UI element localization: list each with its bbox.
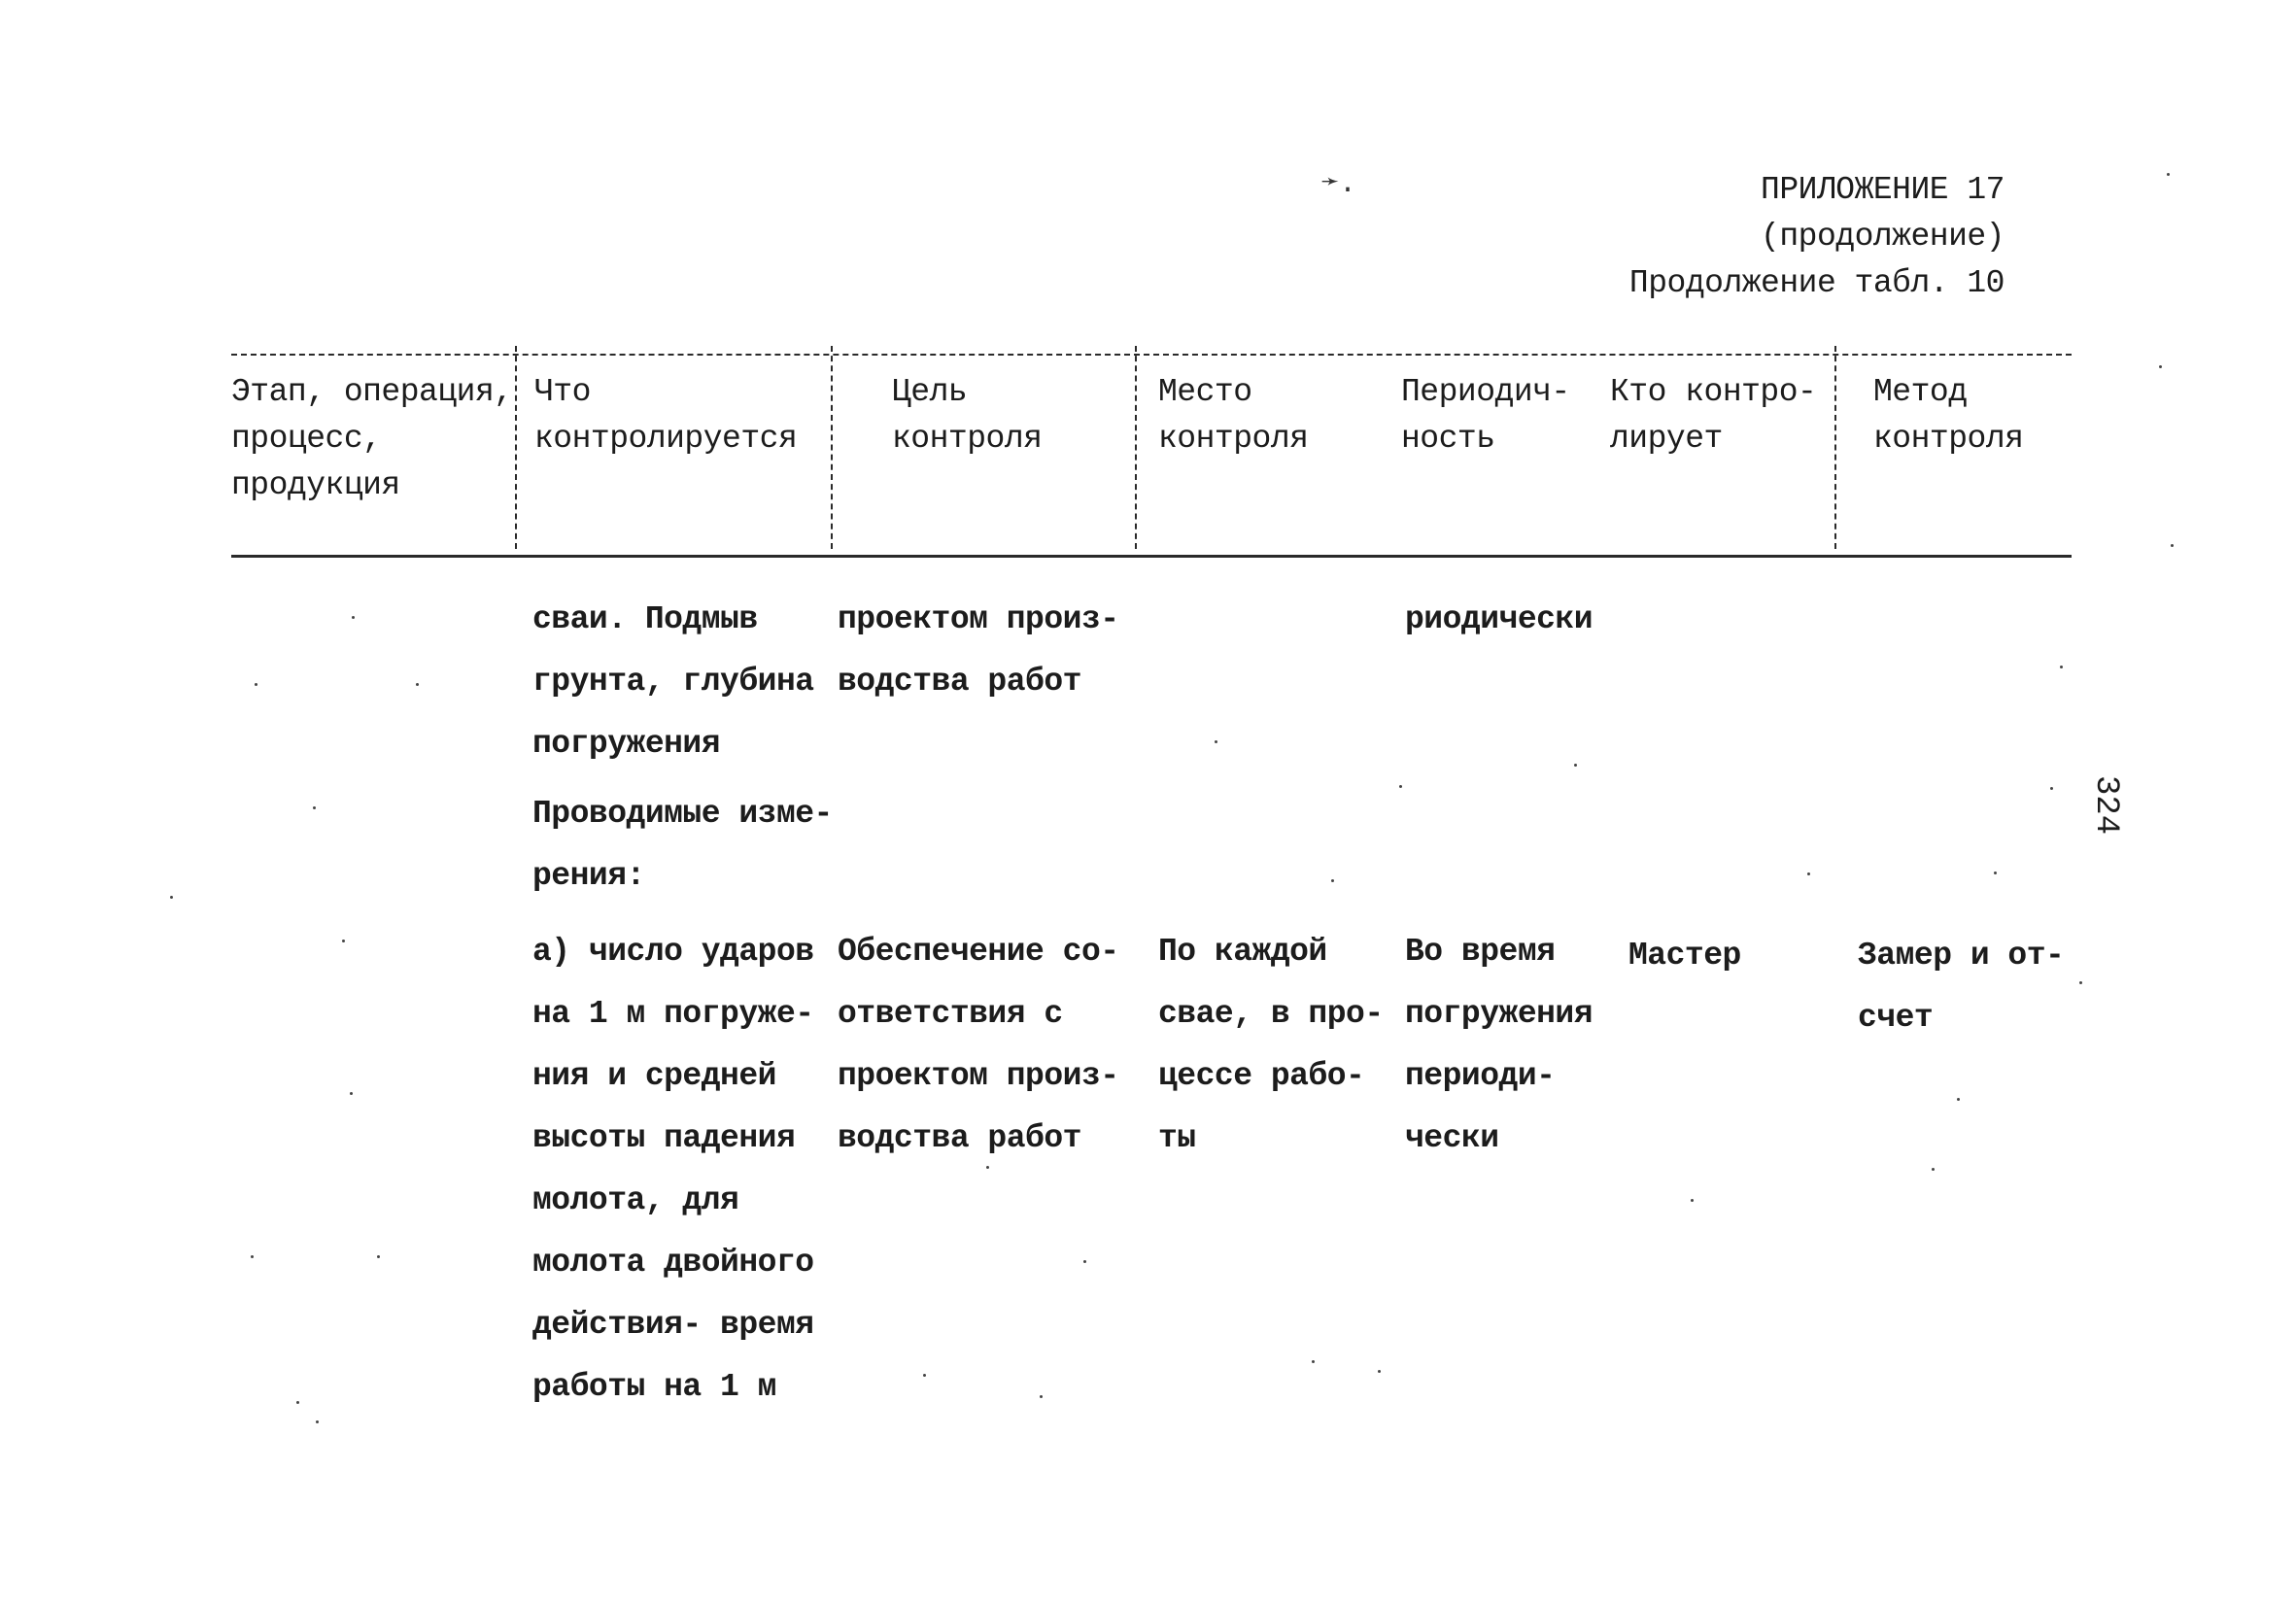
column-header-goal: Цель контроля xyxy=(892,374,1043,457)
scan-speck xyxy=(923,1374,926,1377)
scan-speck xyxy=(350,1092,353,1095)
column-header-stage: Этап, операция, процесс, продукция xyxy=(231,374,513,503)
cell-what: сваи. Подмыв грунта, глубина погружения xyxy=(532,601,814,762)
scan-speck xyxy=(1932,1168,1935,1171)
scan-speck xyxy=(352,616,355,619)
table-top-rule xyxy=(231,354,2072,356)
scan-speck xyxy=(2050,787,2053,790)
scan-speck xyxy=(1215,740,1217,743)
cell-goal: Обеспечение со- ответствия с проектом произ- водства работ xyxy=(838,934,1119,1156)
cell-periodicity: Во время погружения периоди- чески xyxy=(1405,934,1593,1156)
cell-goal: проектом произ- водства работ xyxy=(838,601,1119,700)
column-divider xyxy=(515,346,517,549)
scan-speck xyxy=(1691,1199,1694,1202)
table-header-bottom-rule xyxy=(231,555,2072,558)
scan-speck xyxy=(2167,173,2170,176)
cell-what: Проводимые изме- рения: xyxy=(532,796,833,894)
cell-what: а) число ударов на 1 м погруже- ния и средней высоты падения молота, для молота двойного действия- время работы на 1 м xyxy=(532,934,814,1405)
scan-speck xyxy=(2159,365,2162,368)
scan-speck xyxy=(251,1255,254,1258)
scan-speck xyxy=(1994,872,1997,874)
scan-speck xyxy=(377,1255,380,1258)
scan-speck xyxy=(255,683,257,686)
column-header-what: Что контролируется xyxy=(534,374,798,457)
scan-speck xyxy=(416,683,419,686)
column-divider xyxy=(1834,346,1836,549)
scan-speck xyxy=(2171,544,2174,547)
scan-speck xyxy=(1807,872,1810,875)
scan-speck xyxy=(1574,764,1577,767)
scan-speck xyxy=(316,1420,319,1423)
column-header-periodicity: Периодич- ность xyxy=(1401,374,1570,457)
scan-speck xyxy=(313,806,316,809)
scan-speck xyxy=(2060,666,2063,668)
scan-speck xyxy=(1312,1360,1315,1363)
column-header-place: Место контроля xyxy=(1158,374,1309,457)
appendix-title: ПРИЛОЖЕНИЕ 17 xyxy=(1761,172,2005,208)
scan-speck xyxy=(1399,785,1402,788)
scan-speck xyxy=(1040,1395,1043,1398)
scan-speck xyxy=(342,940,345,942)
table-continuation-label: Продолжение табл. 10 xyxy=(1628,265,2005,301)
page-number: 324 xyxy=(2087,775,2124,836)
page-mark: ➛. xyxy=(1321,168,1357,201)
column-divider xyxy=(1135,346,1137,549)
scan-speck xyxy=(2079,981,2082,984)
cell-periodicity: риодически xyxy=(1405,601,1593,637)
scan-speck xyxy=(986,1166,989,1169)
column-divider xyxy=(831,346,833,549)
scan-speck xyxy=(296,1401,299,1404)
cell-place: По каждой свае, в про- цессе рабо- ты xyxy=(1158,934,1384,1156)
cell-method: Замер и от- счет xyxy=(1858,938,2065,1036)
column-header-who: Кто контро- лирует xyxy=(1610,374,1817,457)
column-header-method: Метод контроля xyxy=(1873,374,2024,457)
scan-speck xyxy=(1083,1260,1086,1263)
appendix-continuation: (продолжение) xyxy=(1761,219,2005,255)
scan-speck xyxy=(1957,1098,1960,1101)
scan-speck xyxy=(1378,1370,1381,1373)
scan-speck xyxy=(1331,879,1334,882)
scan-speck xyxy=(170,896,173,899)
cell-who: Мастер xyxy=(1628,938,1741,974)
